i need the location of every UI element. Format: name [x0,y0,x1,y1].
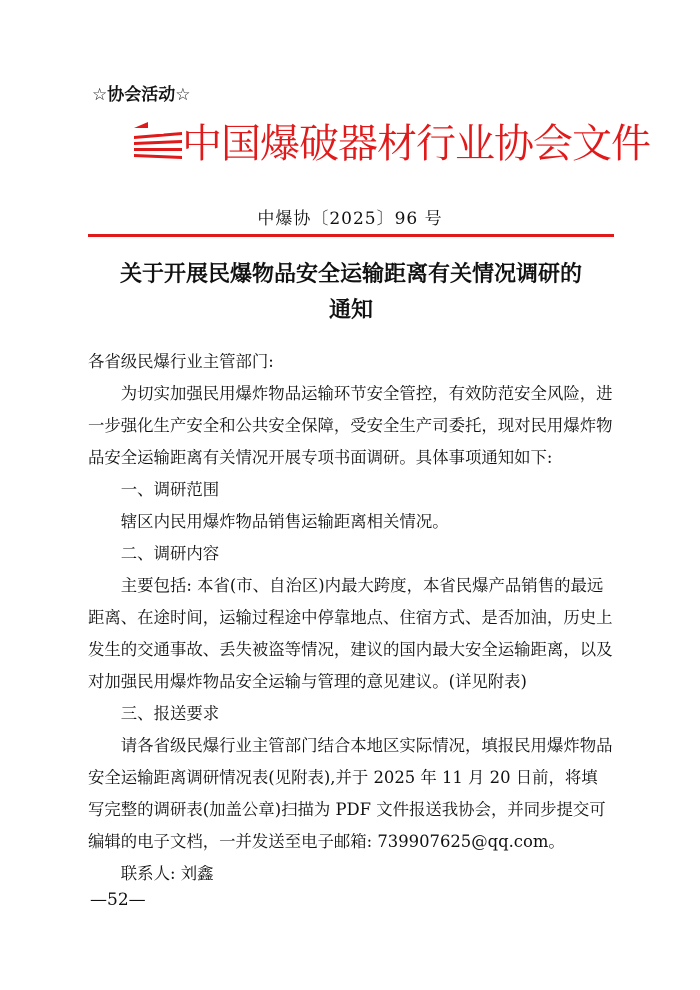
notice-title-line1: 关于开展民爆物品安全运输距离有关情况调研的 [119,261,582,287]
section3-text: 请各省级民爆行业主管部门结合本地区实际情况，填报民用爆炸物品安全运输距离调研情况表(见附表),并于 2025 年 11 月 20 日前，将填写完整的调研表(加盖公章)扫描为 PDF 文件报送我协会，并同步提交可编辑的电子文档，一并发送至电子邮箱: 739907625@qq.com。 [88,736,613,851]
masthead [100,112,650,176]
intro-paragraph: 为切实加强民用爆炸物品运输环节安全管控，有效防范安全风险，进一步强化生产安全和公共安全保障，受安全生产司委托，现对民用爆炸物品安全运输距离有关情况开展专项书面调研。具体事项通知如下: [88,384,613,467]
column-tag: ☆协会活动☆ [92,85,191,105]
section2-text: 主要包括: 本省(市、自治区)内最大跨度，本省民爆产品销售的最远距离、在途时间，运输过程途中停靠地点、住宿方式、是否加油，历史上发生的交通事故、丢失被盗等情况，建议的国内最大安全运输距离，以及对加强民用爆炸物品安全运输与管理的意见建议。(详见附表) [88,576,613,691]
contact-line: 联系人: 刘鑫 [120,864,214,883]
document-number: 中爆协〔2025〕96 号 [257,209,443,229]
page-number: —52— [90,890,146,910]
section1-heading: 一、调研范围 [120,480,220,499]
notice-title [88,256,614,328]
masthead-title: 中国爆破器材行业协会文件 [182,121,650,167]
section3-heading: 三、报送要求 [120,704,220,723]
notice-title-line2: 通知 [328,297,373,323]
red-divider [88,234,614,237]
salutation: 各省级民爆行业主管部门: [88,352,274,371]
section1-text: 辖区内民用爆炸物品销售运输距离相关情况。 [120,512,449,531]
svg-text:CE: CE [150,126,165,137]
association-logo-icon [104,112,184,176]
section2-heading: 二、调研内容 [120,544,220,563]
notice-body [88,346,614,890]
